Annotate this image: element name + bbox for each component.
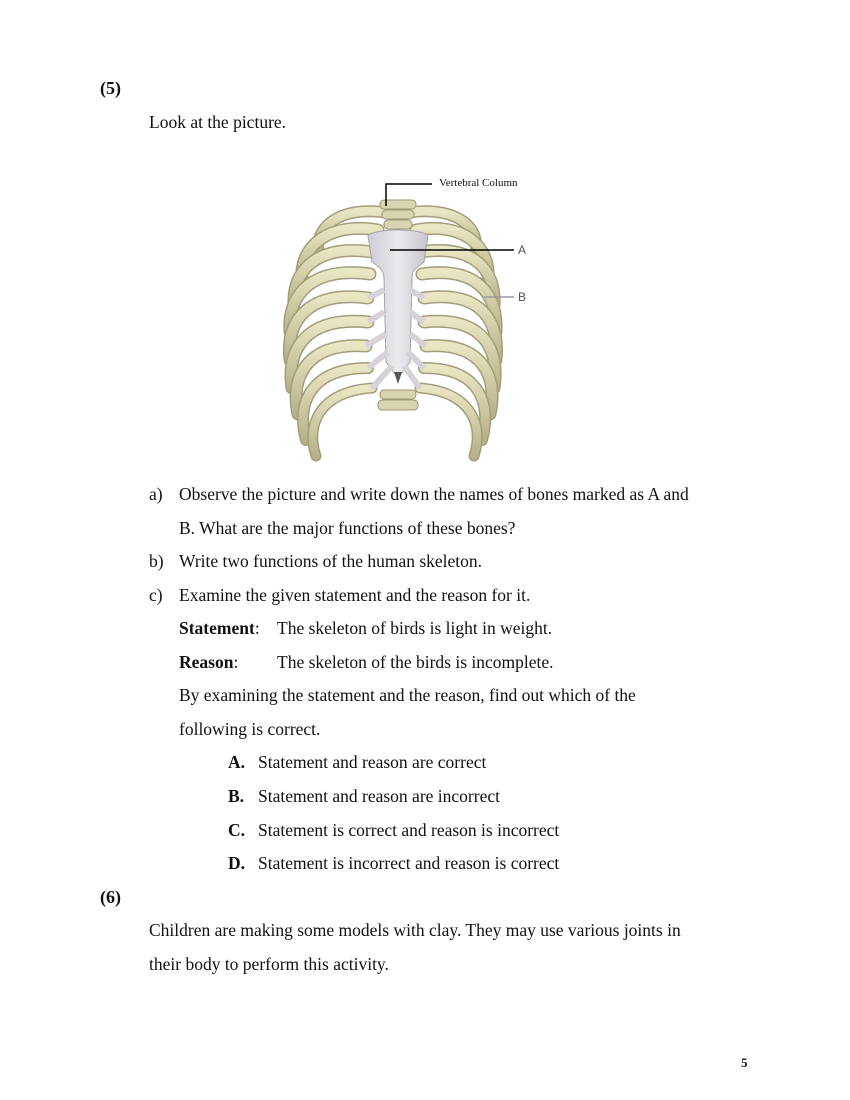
part-c-text: Examine the given statement and the reason for it. <box>179 585 531 605</box>
option-a-letter: A. <box>228 752 246 772</box>
part-c-marker: c) <box>149 585 163 605</box>
option-d-text: Statement is incorrect and reason is correct <box>258 853 560 873</box>
part-a-line-2: B. What are the major functions of these bones? <box>179 518 516 538</box>
sternum <box>366 230 428 388</box>
part-a-marker: a) <box>149 484 163 504</box>
question-6-line-1: Children are making some models with clay. They may use various joints in <box>149 920 681 940</box>
reason-label: Reason <box>179 652 234 672</box>
part-b-text: Write two functions of the human skeleton. <box>179 551 483 571</box>
follow-line-2: following is correct. <box>179 719 321 739</box>
option-c-text: Statement is correct and reason is incorrect <box>258 820 560 840</box>
question-5-intro: Look at the picture. <box>149 112 287 132</box>
vertebral-column-label: Vertebral Column <box>439 177 518 189</box>
statement-text: The skeleton of birds is light in weight. <box>277 618 553 638</box>
option-c-letter: C. <box>228 820 246 840</box>
question-6-number: (6) <box>100 887 121 907</box>
statement-line <box>179 618 260 639</box>
label-a: A <box>518 243 527 257</box>
statement-label: Statement <box>179 618 255 638</box>
part-a-line-1: Observe the picture and write down the names of bones marked as A and <box>179 484 689 504</box>
part-b-marker: b) <box>149 551 164 571</box>
option-d-letter: D. <box>228 853 246 873</box>
option-b-letter: B. <box>228 786 245 806</box>
reason-text: The skeleton of the birds is incomplete. <box>277 652 554 672</box>
option-a-text: Statement and reason are correct <box>258 752 487 772</box>
option-b-text: Statement and reason are incorrect <box>258 786 500 806</box>
statement-colon: : <box>254 618 260 638</box>
label-b: B <box>518 290 527 304</box>
reason-colon: : <box>233 652 239 672</box>
question-5-number: (5) <box>100 78 121 98</box>
page-number: 5 <box>741 1055 748 1070</box>
follow-line-1: By examining the statement and the reason, find out which of the <box>179 685 636 705</box>
question-6-line-2: their body to perform this activity. <box>149 954 389 974</box>
reason-line <box>179 652 238 673</box>
